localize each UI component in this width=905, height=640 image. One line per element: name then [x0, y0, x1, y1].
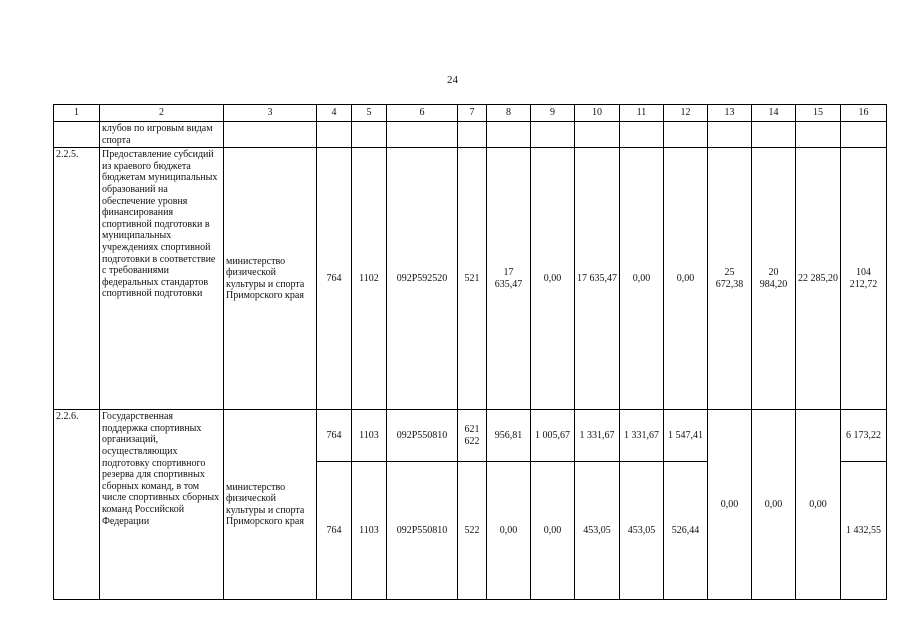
value-cell: 0,00: [531, 148, 575, 410]
value-cell: 1103: [352, 462, 387, 600]
measure-name-cell: клубов по игровым видам спорта: [100, 122, 224, 148]
continuation-row: [54, 122, 887, 148]
value-cell: 764: [317, 410, 352, 462]
value-cell: 092P550810: [387, 462, 458, 600]
value-cell: 522: [458, 462, 487, 600]
value-cell: 453,05: [620, 462, 664, 600]
column-header: 9: [531, 105, 575, 122]
value-cell: 0,00: [664, 148, 708, 410]
column-header: 2: [100, 105, 224, 122]
measure-name-cell: Предоставление субсидий из краевого бюджета бюджетам муниципальных образований на обеспечение уровня финансирования спортивной подготовки в муниципальных учреждениях спортивной подготовки в соответствие с требованиями федеральных стандартов спортивной подготовки: [100, 148, 224, 410]
column-header: 5: [352, 105, 387, 122]
value-cell: 526,44: [664, 462, 708, 600]
value-cell: 20 984,20: [752, 148, 796, 410]
column-header: 1: [54, 105, 100, 122]
value-cell: 956,81: [487, 410, 531, 462]
value-cell: 17 635,47: [575, 148, 620, 410]
value-cell: 621 622: [458, 410, 487, 462]
value-cell: 1103: [352, 410, 387, 462]
value-cell: 092P550810: [387, 410, 458, 462]
budget-table: [53, 104, 887, 600]
column-header: 16: [841, 105, 887, 122]
row-number-cell: 2.2.6.: [54, 410, 100, 600]
column-header: 13: [708, 105, 752, 122]
column-header: 3: [224, 105, 317, 122]
column-header: 14: [752, 105, 796, 122]
column-number-row: [54, 105, 887, 122]
column-header: 7: [458, 105, 487, 122]
value-cell: 0,00: [620, 148, 664, 410]
value-cell: 0,00: [796, 410, 841, 600]
column-header: 4: [317, 105, 352, 122]
value-cell: 1102: [352, 148, 387, 410]
value-cell: 092P592520: [387, 148, 458, 410]
row-number-cell: [54, 122, 100, 148]
value-cell: 764: [317, 148, 352, 410]
value-cell: 17 635,47: [487, 148, 531, 410]
value-cell: 104 212,72: [841, 148, 887, 410]
value-cell: 0,00: [752, 410, 796, 600]
value-cell: 6 173,22: [841, 410, 887, 462]
value-cell: 1 331,67: [575, 410, 620, 462]
value-cell: 0,00: [487, 462, 531, 600]
value-cell: 0,00: [531, 462, 575, 600]
value-cell: 22 285,20: [796, 148, 841, 410]
column-header: 12: [664, 105, 708, 122]
column-header: 15: [796, 105, 841, 122]
measure-name-cell: Государственная поддержка спортивных организаций, осуществляющих подготовку спортивного резерва для спортивных сборных команд, в том числе спортивных сборных команд Российской Федерации: [100, 410, 224, 600]
value-cell: 1 331,67: [620, 410, 664, 462]
column-header: 8: [487, 105, 531, 122]
column-header: 10: [575, 105, 620, 122]
value-cell: 521: [458, 148, 487, 410]
value-cell: 0,00: [708, 410, 752, 600]
value-cell: 25 672,38: [708, 148, 752, 410]
value-cell: 1 547,41: [664, 410, 708, 462]
value-cell: 1 432,55: [841, 462, 887, 600]
table-row: [54, 148, 887, 410]
executor-cell: министерство физической культуры и спорта Приморского края: [224, 410, 317, 600]
row-number-cell: 2.2.5.: [54, 148, 100, 410]
column-header: 11: [620, 105, 664, 122]
page-number: 24: [447, 74, 458, 86]
value-cell: 453,05: [575, 462, 620, 600]
table-row: [54, 410, 887, 462]
value-cell: 764: [317, 462, 352, 600]
column-header: 6: [387, 105, 458, 122]
executor-cell: министерство физической культуры и спорта Приморского края: [224, 148, 317, 410]
value-cell: 1 005,67: [531, 410, 575, 462]
